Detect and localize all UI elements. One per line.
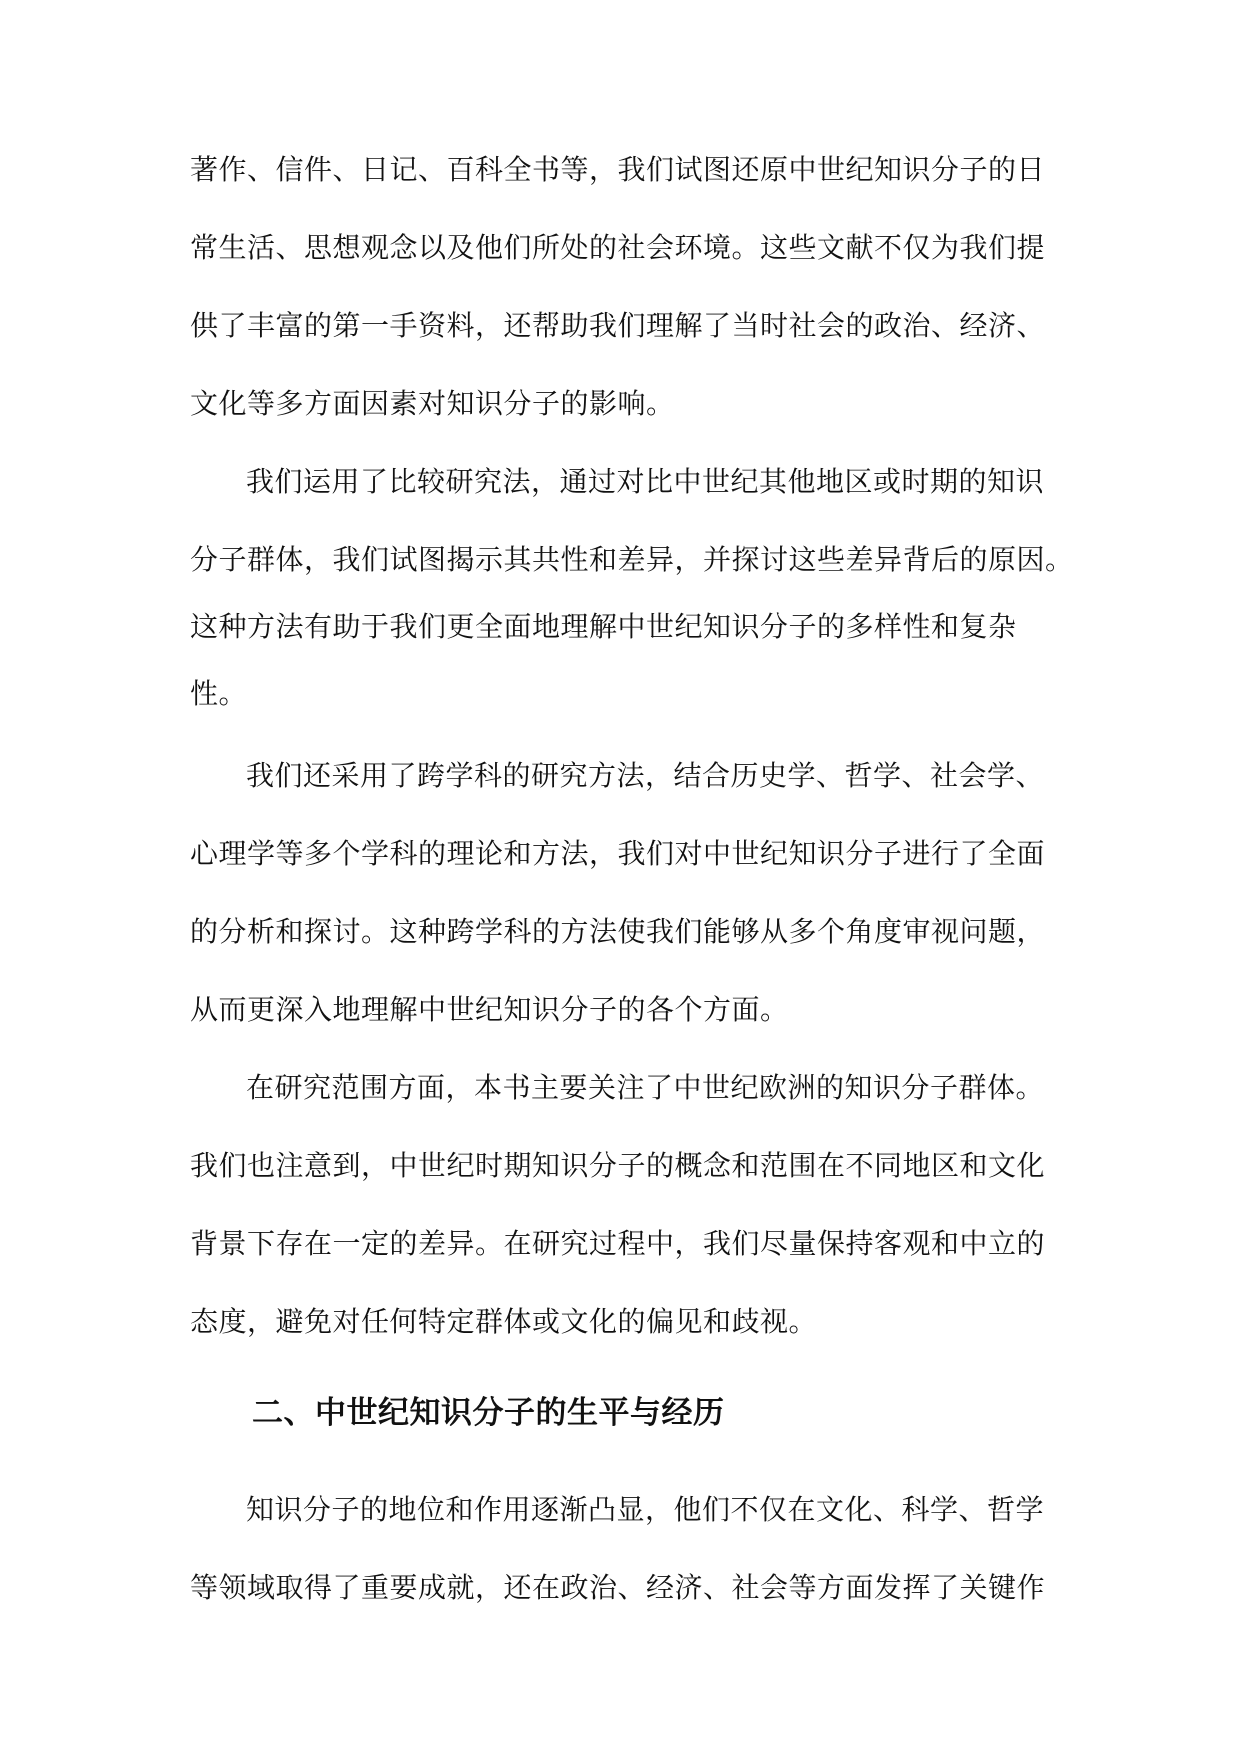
paragraph-4-line-2: 我们也注意到，中世纪时期知识分子的概念和范围在不同地区和文化 (190, 1149, 1046, 1182)
paragraph-2-line-4: 性。 (190, 677, 248, 710)
section-heading: 二、中世纪知识分子的生平与经历 (252, 1395, 725, 1431)
paragraph-2-line-2: 分子群体，我们试图揭示其共性和差异，并探讨这些差异背后的原因。 (190, 543, 1074, 576)
paragraph-4-line-1: 在研究范围方面，本书主要关注了中世纪欧洲的知识分子群体。 (246, 1071, 1045, 1104)
paragraph-3-line-3: 的分析和探讨。这种跨学科的方法使我们能够从多个角度审视问题， (190, 915, 1046, 948)
paragraph-1-line-1: 著作、信件、日记、百科全书等，我们试图还原中世纪知识分子的日 (190, 153, 1046, 186)
paragraph-3-line-2: 心理学等多个学科的理论和方法，我们对中世纪知识分子进行了全面 (190, 837, 1046, 870)
paragraph-4-line-4: 态度，避免对任何特定群体或文化的偏见和歧视。 (190, 1305, 818, 1338)
paragraph-1-line-3: 供了丰富的第一手资料，还帮助我们理解了当时社会的政治、经济、 (190, 309, 1046, 342)
section-paragraph-line-1: 知识分子的地位和作用逐渐凸显，他们不仅在文化、科学、哲学 (246, 1493, 1045, 1526)
paragraph-4-line-3: 背景下存在一定的差异。在研究过程中，我们尽量保持客观和中立的 (190, 1227, 1046, 1260)
paragraph-3-line-1: 我们还采用了跨学科的研究方法，结合历史学、哲学、社会学、 (246, 759, 1045, 792)
paragraph-2-line-3: 这种方法有助于我们更全面地理解中世纪知识分子的多样性和复杂 (190, 610, 1017, 643)
paragraph-1-line-4: 文化等多方面因素对知识分子的影响。 (190, 387, 675, 420)
paragraph-3-line-4: 从而更深入地理解中世纪知识分子的各个方面。 (190, 993, 789, 1026)
paragraph-2-line-1: 我们运用了比较研究法，通过对比中世纪其他地区或时期的知识 (246, 465, 1045, 498)
paragraph-1-line-2: 常生活、思想观念以及他们所处的社会环境。这些文献不仅为我们提 (190, 231, 1046, 264)
section-paragraph-line-2: 等领域取得了重要成就，还在政治、经济、社会等方面发挥了关键作 (190, 1571, 1046, 1604)
